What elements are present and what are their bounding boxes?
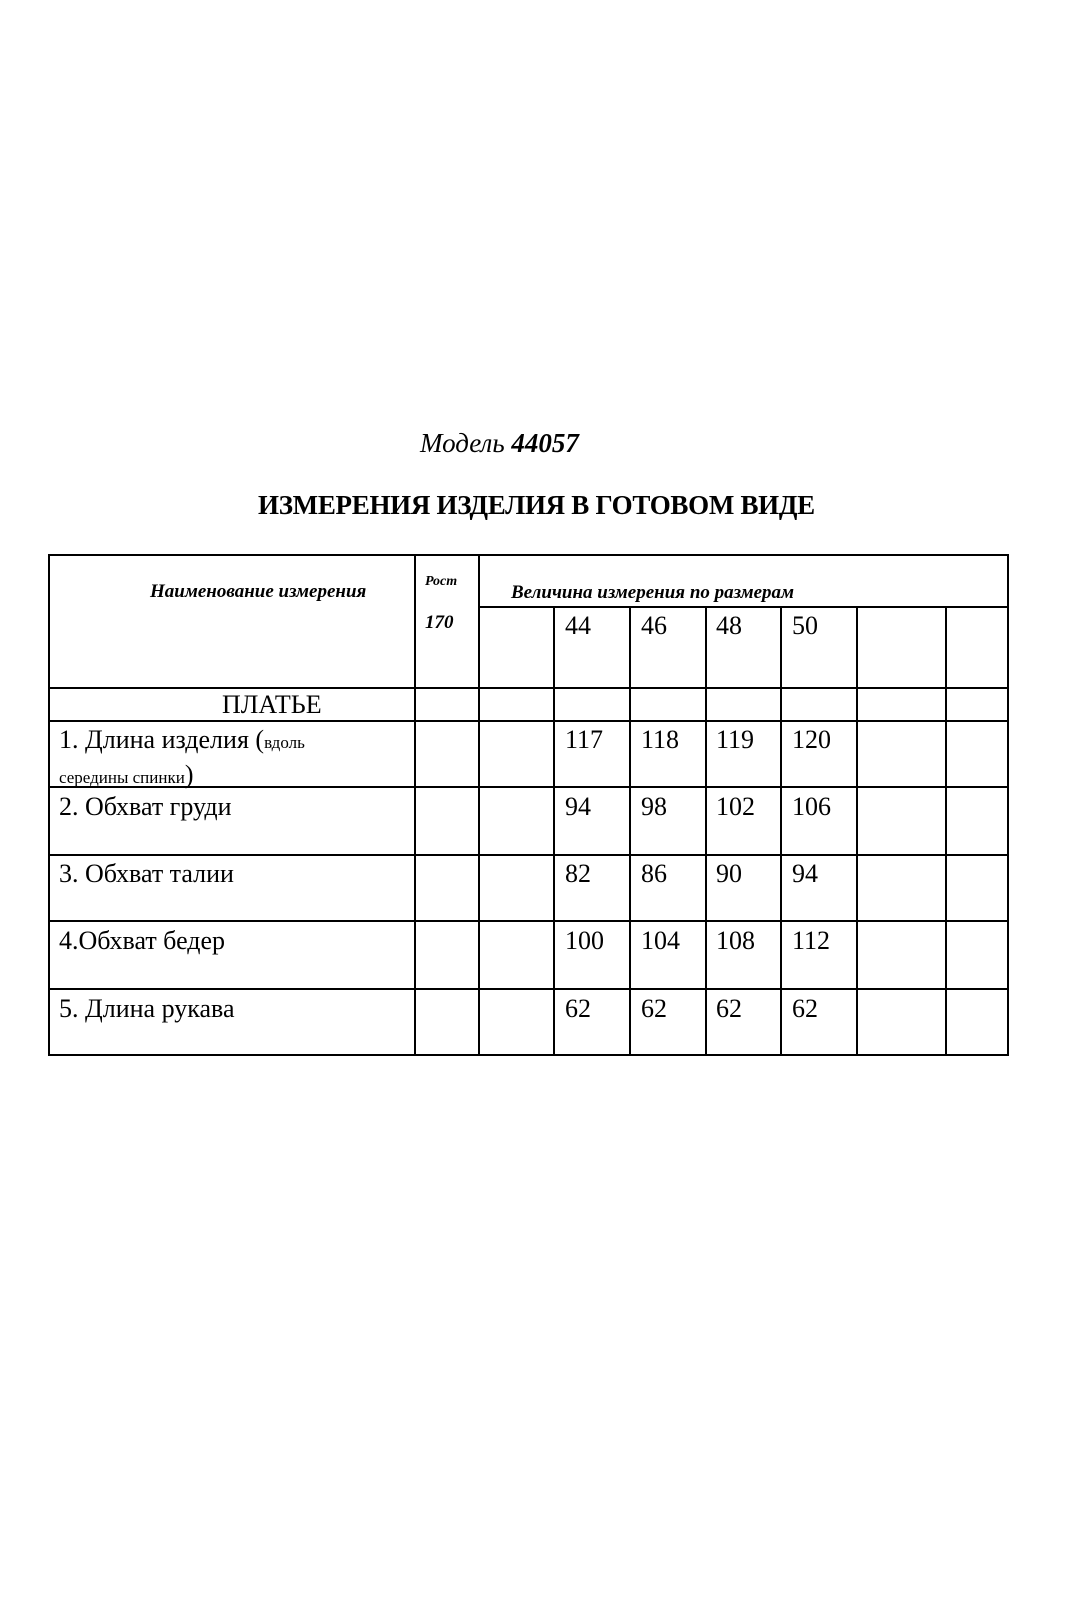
size-46: 46 bbox=[641, 611, 667, 640]
cell-r5-44: 62 bbox=[565, 994, 591, 1023]
cell-r3-48: 90 bbox=[716, 859, 742, 888]
row-1-label: 1. Длина изделия ( bbox=[59, 725, 265, 754]
row-1-note: вдоль bbox=[264, 733, 305, 752]
cell-r2-48: 102 bbox=[716, 792, 755, 821]
size-44: 44 bbox=[565, 611, 591, 640]
table-line-size-extra2 bbox=[945, 606, 947, 1056]
column-header-height: Рост bbox=[425, 574, 458, 589]
row-1-note-close: ) bbox=[184, 760, 194, 789]
cell-r5-46: 62 bbox=[641, 994, 667, 1023]
table-line-row2-bottom bbox=[48, 854, 1009, 856]
cell-r1-50: 120 bbox=[792, 725, 831, 754]
table-line-top bbox=[48, 554, 1009, 556]
model-line bbox=[420, 428, 579, 459]
row-2-label: 2. Обхват груди bbox=[59, 792, 232, 821]
cell-r3-44: 82 bbox=[565, 859, 591, 888]
table-line-size-50 bbox=[780, 606, 782, 1056]
cell-r4-48: 108 bbox=[716, 926, 755, 955]
row-1-note-2: середины спинки bbox=[59, 768, 185, 787]
table-line-height-col bbox=[478, 554, 480, 1056]
section-label: ПЛАТЬЕ bbox=[222, 690, 322, 719]
document-title: ИЗМЕРЕНИЯ ИЗДЕЛИЯ В ГОТОВОМ ВИДЕ bbox=[258, 490, 815, 520]
table-line-size-48 bbox=[705, 606, 707, 1056]
cell-r2-50: 106 bbox=[792, 792, 831, 821]
table-line-section-bottom bbox=[48, 720, 1009, 722]
cell-r5-50: 62 bbox=[792, 994, 818, 1023]
row-1-note-line2 bbox=[59, 762, 194, 788]
row-3-label: 3. Обхват талии bbox=[59, 859, 234, 888]
size-50: 50 bbox=[792, 611, 818, 640]
table-line-header-bottom bbox=[48, 687, 1009, 689]
cell-r2-46: 98 bbox=[641, 792, 667, 821]
column-header-name: Наименование измерения bbox=[150, 581, 367, 602]
table-line-size-44 bbox=[553, 606, 555, 1056]
model-label: Модель bbox=[420, 428, 505, 458]
cell-r1-48: 119 bbox=[716, 725, 755, 754]
table-line-right bbox=[1007, 554, 1009, 1056]
column-header-sizes: Величина измерения по размерам bbox=[511, 582, 795, 603]
cell-r1-44: 117 bbox=[565, 725, 604, 754]
row-4-label: 4.Обхват бедер bbox=[59, 926, 226, 955]
size-48: 48 bbox=[716, 611, 742, 640]
table-line-name-col bbox=[414, 554, 416, 1056]
table-line-bottom bbox=[48, 1054, 1009, 1056]
table-line-row3-bottom bbox=[48, 920, 1009, 922]
cell-r4-44: 100 bbox=[565, 926, 604, 955]
cell-r3-46: 86 bbox=[641, 859, 667, 888]
table-row-label bbox=[59, 727, 305, 753]
table-line-size-46 bbox=[629, 606, 631, 1056]
table-line-sizes-top bbox=[479, 606, 1009, 608]
table-line-row4-bottom bbox=[48, 988, 1009, 990]
cell-r4-46: 104 bbox=[641, 926, 680, 955]
table-line-left bbox=[48, 554, 50, 1056]
cell-r4-50: 112 bbox=[792, 926, 831, 955]
cell-r1-46: 118 bbox=[641, 725, 680, 754]
height-value: 170 bbox=[425, 612, 454, 633]
cell-r2-44: 94 bbox=[565, 792, 591, 821]
cell-r3-50: 94 bbox=[792, 859, 818, 888]
model-number: 44057 bbox=[511, 428, 579, 458]
row-5-label: 5. Длина рукава bbox=[59, 994, 235, 1023]
table-line-size-extra1 bbox=[856, 606, 858, 1056]
cell-r5-48: 62 bbox=[716, 994, 742, 1023]
